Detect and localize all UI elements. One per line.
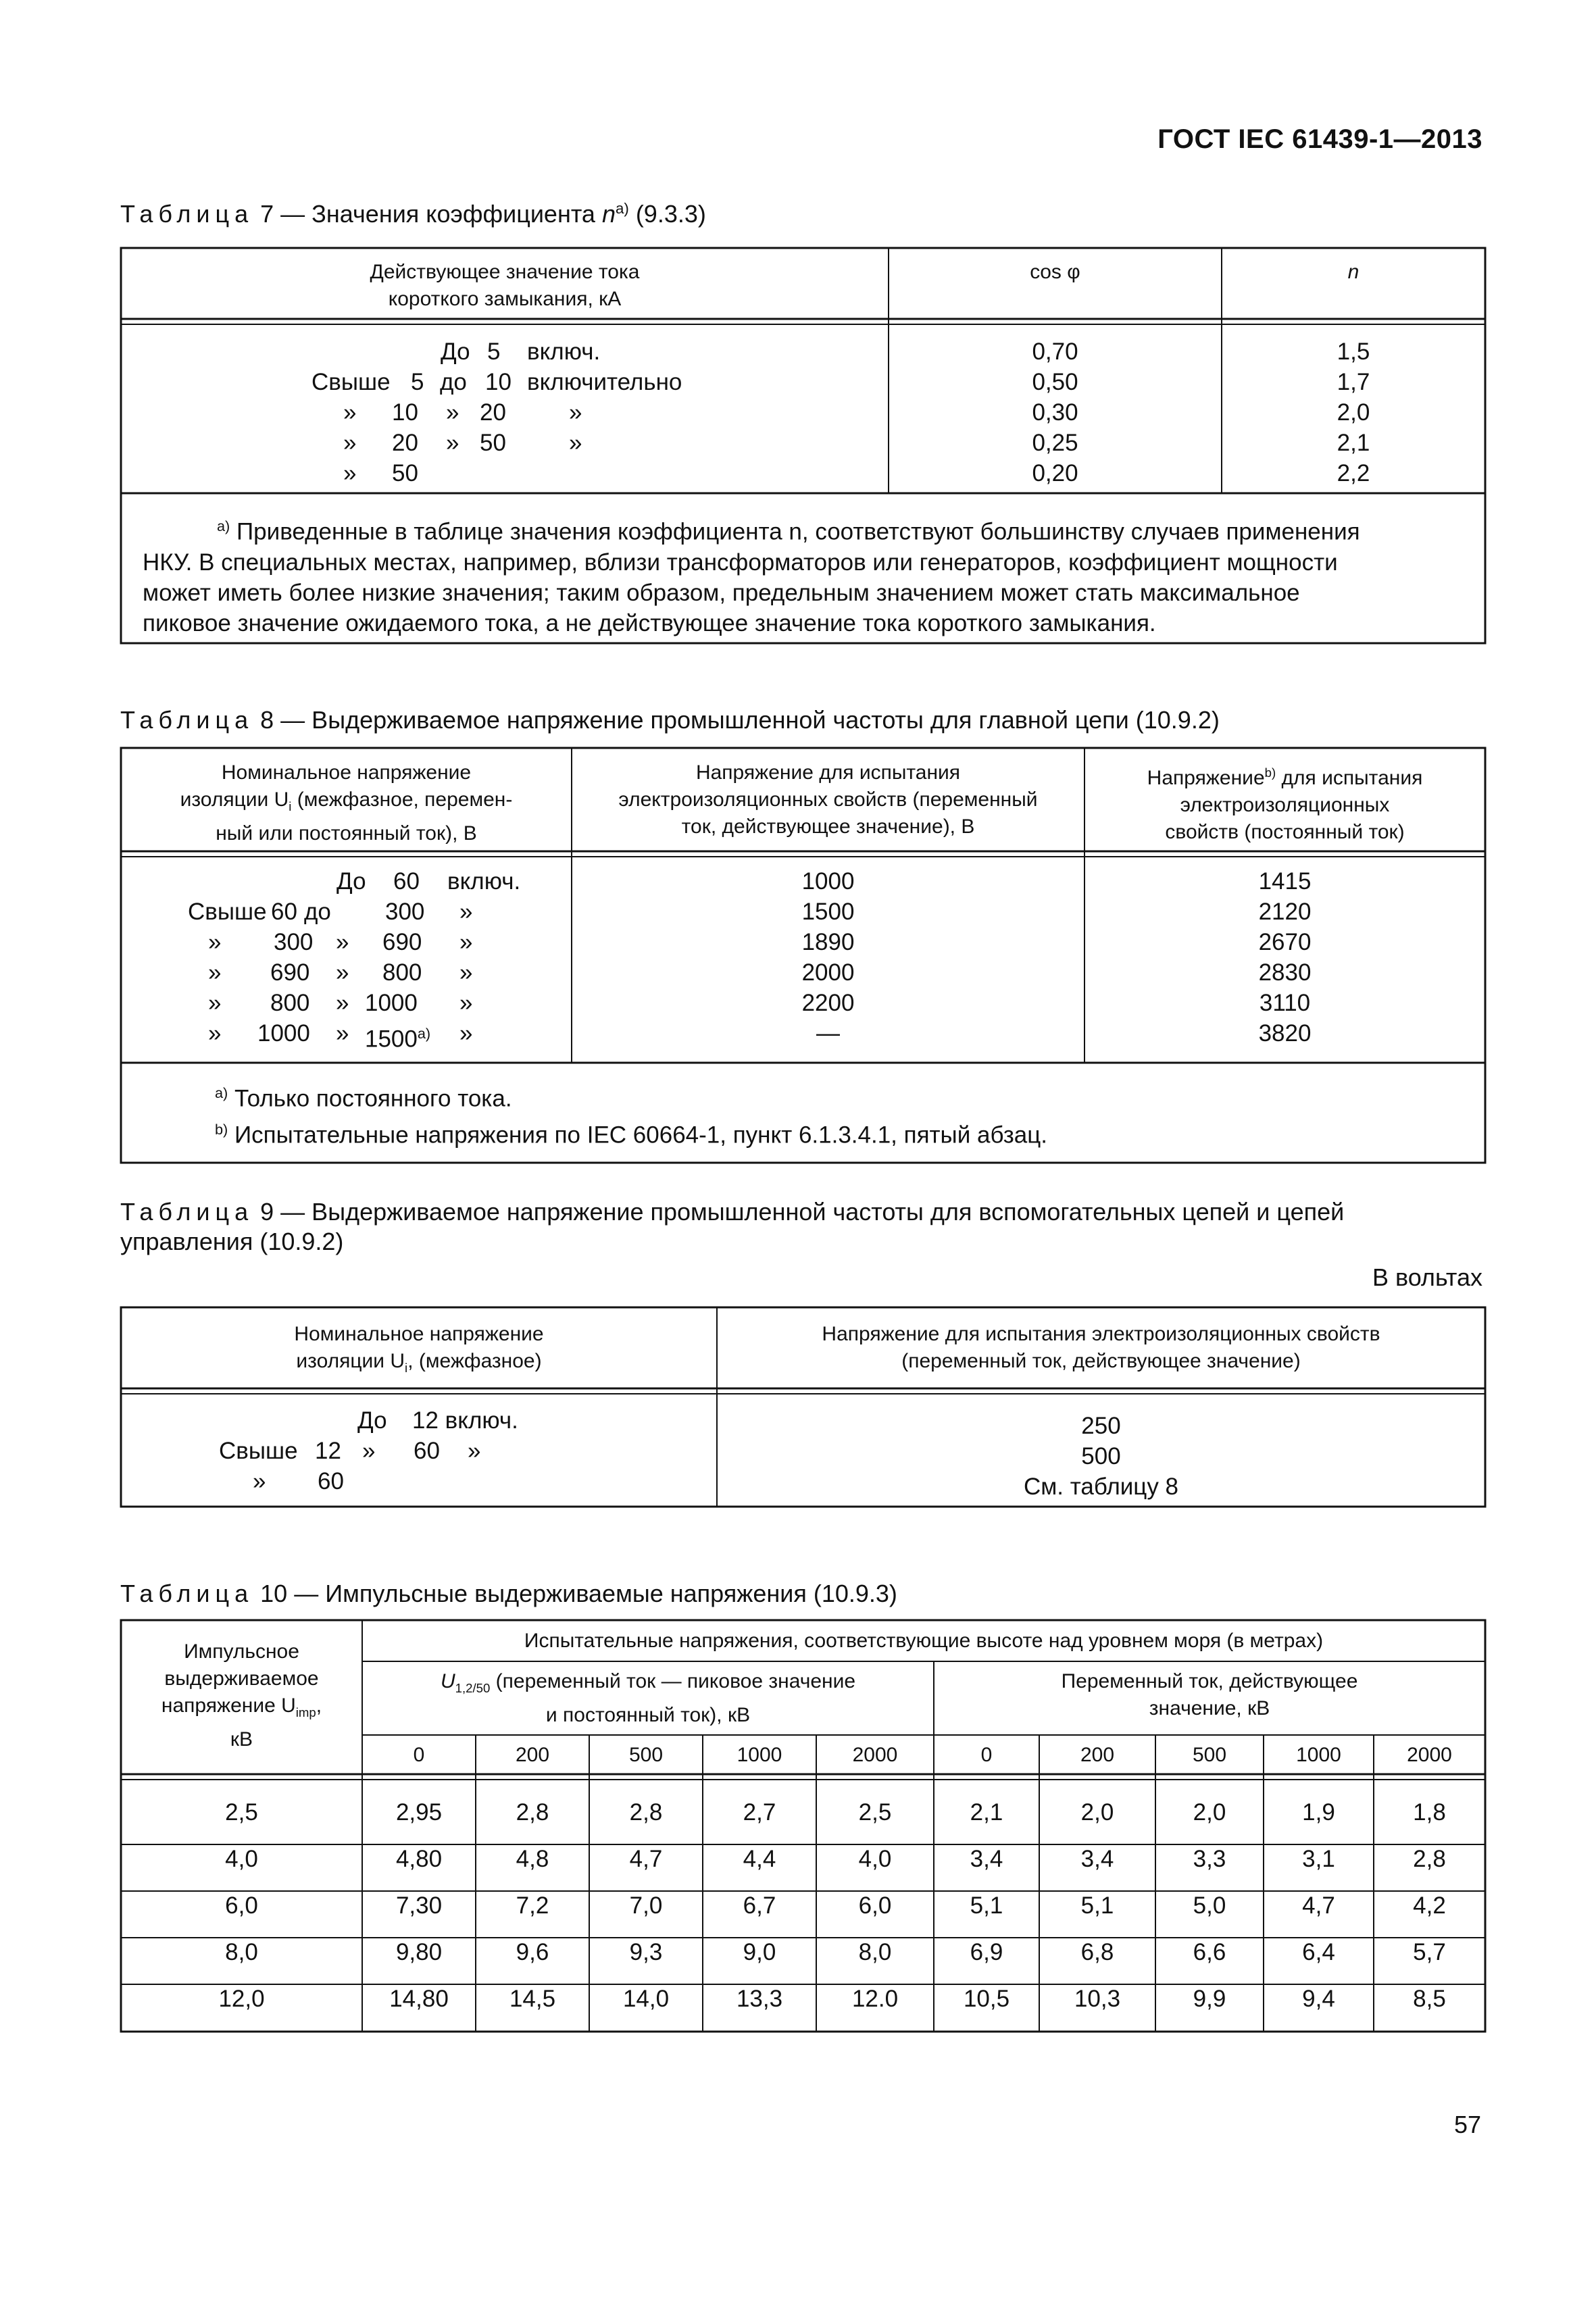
table7-footnote: $^{a)}$ Приведенные в таблице значения коэффициента n, соответствуют большинству случаев применения НКУ. В специальных местах, например, вблизи трансформаторов или генераторов, коэффициент мощности может иметь более низкие значения; таким образом, предельным значением может стать максимальное пиковое значение ожидаемого тока, а не действующее значение тока короткого замыкания. xyxy=(143,518,1360,636)
table10-group1-header: $U_{1,2/50}$ (переменный ток — пиковое значение и постоянный ток), кВ xyxy=(440,1670,856,1726)
table10-caption: Таблица 10 — Импульсные выдерживаемые напряжения (10.9.3) xyxy=(120,1580,897,1607)
table7-caption: Таблица 7 — Значения коэффициента $n^{a)}$ (9.3.3) xyxy=(120,200,706,228)
table8-footnotes: $^{a)}$ Только постоянного тока. $^{b)}$ Испытательные напряжения по IEC 60664-1, пункт 6.1.3.4.1, пятый абзац. xyxy=(215,1084,1048,1149)
table7-col2-header: cos φ xyxy=(1030,261,1080,283)
table8-caption: Таблица 8 — Выдерживаемое напряжение промышленной частоты для главной цепи (10.9.2) xyxy=(120,706,1220,734)
table8-col1-header: Номинальное напряжение изоляции $U_i$ (межфазное, перемен- ный или постоянный ток), В xyxy=(180,761,513,845)
table9-unit: В вольтах xyxy=(1372,1263,1482,1291)
table9-caption: Таблица 9 — Выдерживаемое напряжение промышленной частоты для вспомогательных цепей и цепей управления (10.9.2) xyxy=(120,1198,1345,1255)
table7-col3-header: n xyxy=(1347,261,1360,283)
table10-span-header: Испытательные напряжения, соответствующие высоте над уровнем моря (в метрах) xyxy=(524,1630,1324,1652)
page-number: 57 xyxy=(1453,2111,1481,2138)
table9-col1-header: Номинальное напряжение изоляции $U_i$, (межфазное) xyxy=(294,1323,544,1375)
table10-group2-header: Переменный ток, действующее значение, кВ xyxy=(1061,1670,1358,1719)
table9-col2-header: Напряжение для испытания электроизоляционных свойств (переменный ток, действующее значение) xyxy=(822,1323,1380,1372)
table8-col3-header: Напряжение$^{b)}$ для испытания электроизоляционных свойств (постоянный ток) xyxy=(1147,765,1423,843)
document-code: ГОСТ IEC 61439-1—2013 xyxy=(1157,124,1482,154)
table7-col1-header: Действующее значение тока короткого замыкания, кА xyxy=(370,261,640,310)
table10-col1-header: Импульсное выдерживаемое напряжение $U_{imp}$, кВ xyxy=(161,1640,322,1751)
table8-col2-header: Напряжение для испытания электроизоляционных свойств (переменный ток, действующее значение), В xyxy=(618,761,1038,838)
